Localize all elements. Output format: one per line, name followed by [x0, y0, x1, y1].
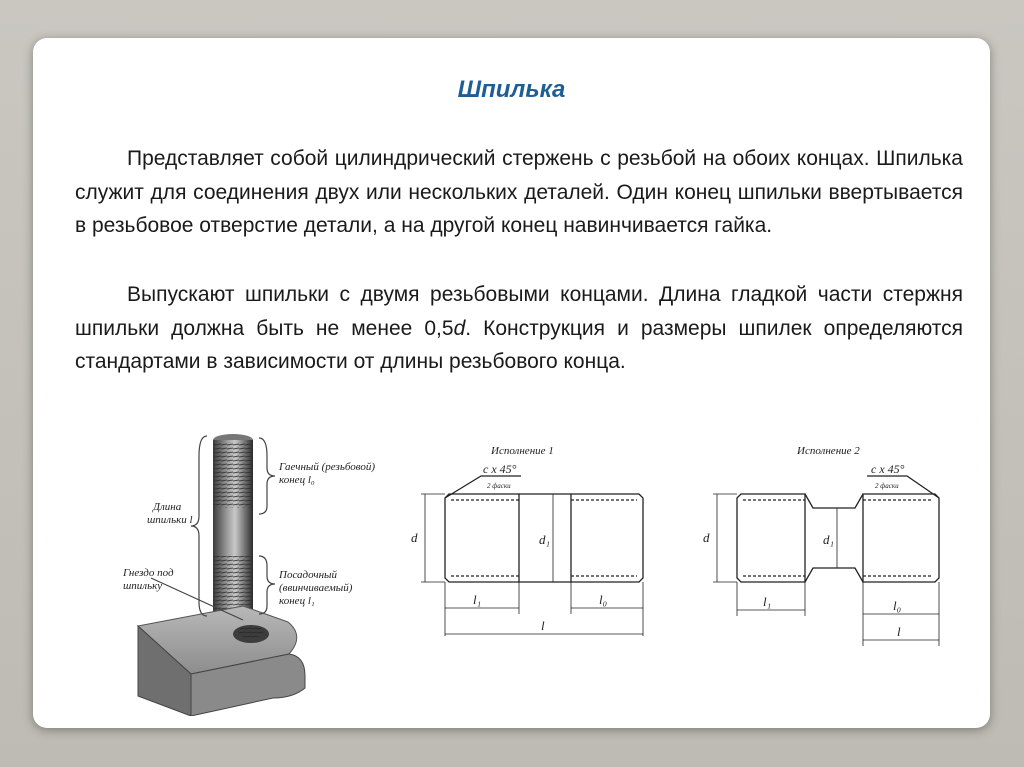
base-block	[138, 606, 305, 716]
drawing-2-title: Исполнение 2	[797, 445, 860, 457]
label-seat-end: Посадочный (ввинчиваемый) конец l₁	[279, 569, 353, 607]
drawing-variant-1	[401, 436, 671, 636]
drawing-2-chamfer-note: 2 фаски	[875, 482, 899, 490]
paragraph-2-symbol: d	[453, 316, 466, 340]
drawing-2-chamfer: c x 45°	[871, 462, 905, 476]
label-socket: Гнездо под шпильку	[123, 567, 174, 592]
stud-illustration	[83, 426, 383, 716]
drawing-2-dim-l1: l₁	[763, 594, 772, 609]
drawing-1-dim-l: l	[541, 618, 545, 633]
slide-panel	[33, 38, 990, 728]
drawing-1-dim-d1: d₁	[539, 532, 551, 547]
paragraph-2-text-a: Выпускают шпильки с двумя резьбовыми концами. Длина гладкой части стержня шпильки должна быть не менее 0,5	[75, 283, 963, 340]
drawing-1-dim-l0: l₀	[599, 592, 608, 607]
drawing-variant-2	[687, 436, 957, 656]
drawing-2-dim-d: d	[703, 530, 710, 545]
label-nut-end: Гаечный (резьбовой) конец l₀	[279, 461, 376, 486]
drawing-2-dim-d1: d₁	[823, 532, 835, 547]
drawing-2-dim-l: l	[897, 624, 901, 639]
slide-title: Шпилька	[457, 76, 566, 103]
drawing-1-title: Исполнение 1	[491, 445, 554, 457]
label-length: Длина шпильки l	[147, 501, 193, 526]
drawing-1-chamfer-note: 2 фаски	[487, 482, 511, 490]
stud-rod	[213, 434, 253, 621]
drawing-1-chamfer: c x 45°	[483, 462, 517, 476]
drawing-1-dim-d: d	[411, 530, 418, 545]
paragraph-1: Представляет собой цилиндрический стержень с резьбой на обоих концах. Шпилька служит для соединения двух или нескольких деталей. Один конец шпильки ввертывается в резьбовое отверстие детали, а на другой конец навинчивается гайка.	[75, 147, 963, 237]
drawing-1-dim-l1: l₁	[473, 592, 482, 607]
paragraph-2-text-b: . Конструкция и размеры шпилек определяются стандартами в зависимости от длины резьбового конца.	[75, 316, 963, 373]
drawing-2-dim-l0: l₀	[893, 598, 902, 613]
paragraph-2	[75, 278, 963, 379]
